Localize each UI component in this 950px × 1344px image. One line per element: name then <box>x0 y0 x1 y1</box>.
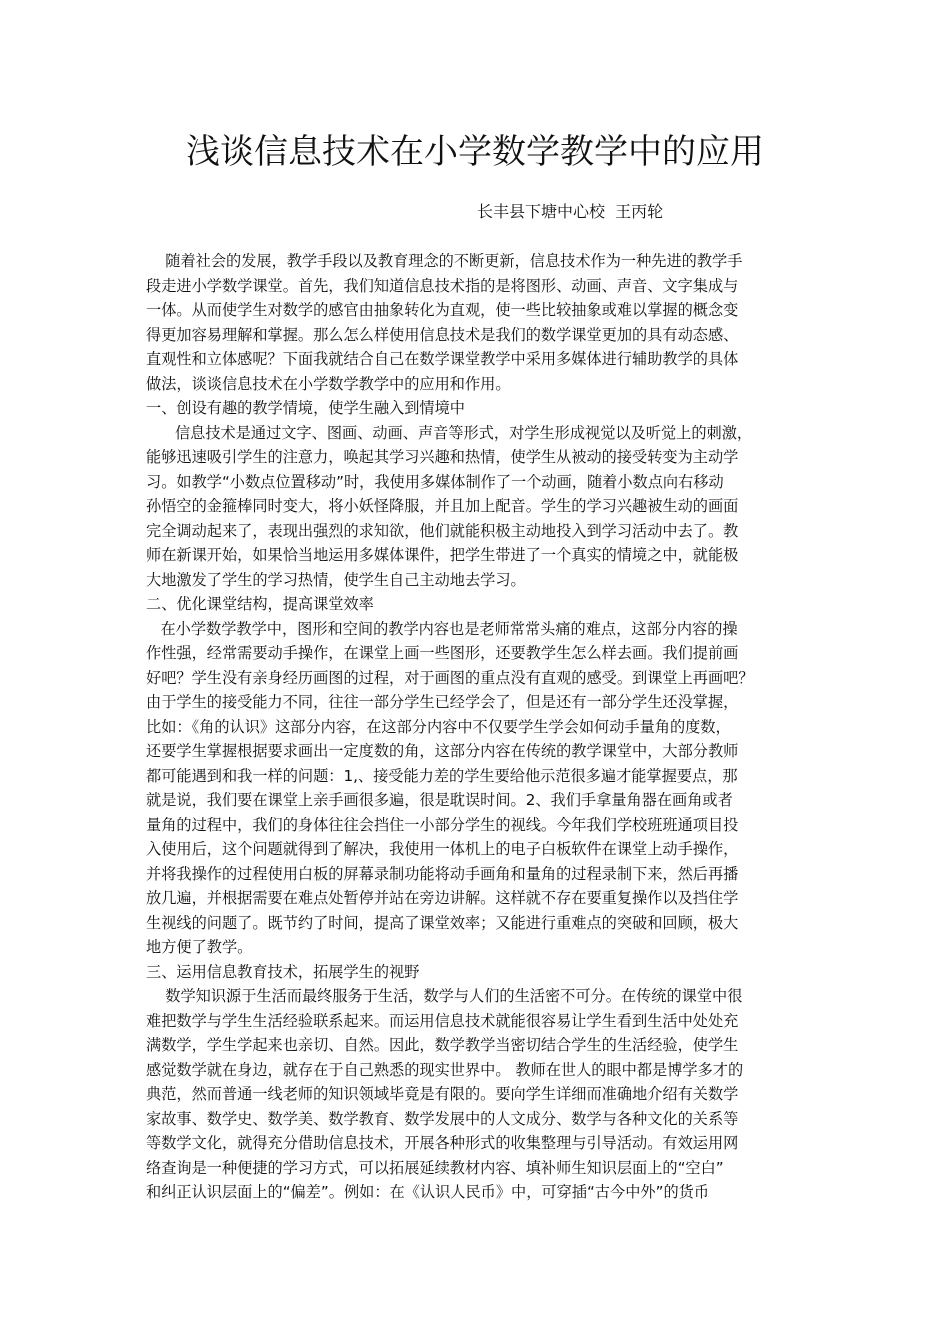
text-line: 随着社会的发展，教学手段以及教育理念的不断更新，信息技术作为一种先进的教学手 <box>146 252 743 270</box>
text-line: 在小学数学教学中，图形和空间的教学内容也是老师常常头痛的难点，这部分内容的操 <box>146 619 738 638</box>
text-line: 孙悟空的金箍棒同时变大，将小妖怪降服，并且加上配音。学生的学习兴趣被生动的画面 <box>146 497 739 515</box>
document-title: 浅谈信息技术在小学数学教学中的应用 <box>186 132 764 172</box>
section-heading: 二、优化课堂结构，提高课堂效率 <box>146 595 374 613</box>
text-line: 好吧？学生没有亲身经历画图的过程，对于画图的重点没有直观的感受。到课堂上再画吧？ <box>146 668 754 687</box>
section-heading: 一、创设有趣的教学情境，使学生融入到情境中 <box>146 399 465 417</box>
text-line: 大地激发了学生的学习热情，使学生自己主动地去学习。 <box>146 570 526 589</box>
text-line: 都可能遇到和我一样的问题：1,、接受能力差的学生要给他示范很多遍才能掌握要点，那 <box>146 766 738 785</box>
text-line: 能够迅速吸引学生的注意力，唤起其学习兴趣和热情，使学生从被动的接受转变为主动学 <box>146 448 739 466</box>
text-line: 典范，然而普通一线老师的知识领域毕竟是有限的。要向学生详细而准确地介绍有关数学 <box>146 1085 739 1103</box>
text-line: 师在新课开始，如果恰当地运用多媒体课件，把学生带进了一个真实的情境之中，就能极 <box>146 546 739 564</box>
text-line: 地方便了教学。 <box>146 938 253 956</box>
text-line: 入使用后，这个问题就得到了解决，我使用一体机上的电子白板软件在课堂上动手操作， <box>146 840 739 858</box>
text-line: 等数学文化，就得充分借助信息技术，开展各种形式的收集整理与引导活动。有效运用网 <box>146 1134 739 1152</box>
text-line: 并将我操作的过程使用白板的屏幕录制功能将动手画角和量角的过程录制下来，然后再播 <box>146 864 739 883</box>
text-line: 感觉数学就在身边，就存在于自己熟悉的现实世界中。 教师在世人的眼中都是博学多才的 <box>146 1060 744 1079</box>
document-author: 长丰县下塘中心校 王丙轮 <box>477 202 664 221</box>
text-line: 和纠正认识层面上的“偏差”。例如：在《认识人民币》中，可穿插“古今中外”的货币 <box>146 1183 710 1201</box>
text-line: 作性强，经常需要动手操作，在课堂上画一些图形，还要教学生怎么样去画。我们提前画 <box>146 644 739 662</box>
text-line: 就是说，我们要在课堂上亲手画很多遍，很是耽误时间。2、我们手拿量角器在画角或者 <box>146 791 733 809</box>
text-line: 络查询是一种便捷的学习方式，可以拓展延续教材内容、填补师生知识层面上的“空白” <box>146 1158 724 1177</box>
text-line: 还要学生掌握根据要求画出一定度数的角，这部分内容在传统的教学课堂中，大部分教师 <box>146 742 739 760</box>
text-line: 比如：《角的认识》这部分内容，在这部分内容中不仅要学生学会如何动手量角的度数， <box>146 717 731 736</box>
text-line: 完全调动起来了，表现出强烈的求知欲，他们就能积极主动地投入到学习活动中去了。教 <box>146 521 739 540</box>
text-line: 量角的过程中，我们的身体往往会挡住一小部分学生的视线。今年我们学校班班通项目投 <box>146 815 739 834</box>
text-line: 做法，谈谈信息技术在小学数学教学中的应用和作用。 <box>146 374 511 393</box>
section-heading: 三、运用信息教育技术，拓展学生的视野 <box>146 962 420 981</box>
text-line: 家故事、数学史、数学美、数学教育、数学发展中的人文成分、数学与各种文化的关系等 <box>146 1109 739 1128</box>
text-line: 生视线的问题了。既节约了时间，提高了课堂效率；又能进行重难点的突破和回顾，极大 <box>146 913 739 932</box>
text-line: 满数学，学生学起来也亲切、自然。因此，数学教学当密切结合学生的生活经验，使学生 <box>146 1036 739 1054</box>
text-line: 直观性和立体感呢？下面我就结合自己在数学课堂教学中采用多媒体进行辅助教学的具体 <box>146 350 739 368</box>
text-line: 数学知识源于生活而最终服务于生活，数学与人们的生活密不可分。在传统的课堂中很 <box>146 987 743 1005</box>
document-body <box>146 249 810 1205</box>
text-line: 习。如教学“小数点位置移动”时，我使用多媒体制作了一个动画，随着小数点向右移动 <box>146 472 724 491</box>
text-line: 难把数学与学生生活经验联系起来。而运用信息技术就能很容易让学生看到生活中处处充 <box>146 1011 739 1030</box>
text-line: 由于学生的接受能力不同，往往一部分学生已经学会了，但是还有一部分学生还没掌握， <box>146 693 739 711</box>
text-line: 段走进小学数学课堂。首先，我们知道信息技术指的是将图形、动画、声音、文字集成与 <box>146 276 739 295</box>
text-line: 得更加容易理解和掌握。那么怎么样使用信息技术是我们的数学课堂更加的具有动态感、 <box>146 325 739 344</box>
text-line: 一体。从而使学生对数学的感官由抽象转化为直观，使一些比较抽象或难以掌握的概念变 <box>146 301 739 319</box>
text-line: 信息技术是通过文字、图画、动画、声音等形式，对学生形成视觉以及听觉上的刺激， <box>146 423 753 442</box>
text-line: 放几遍，并根据需要在难点处暂停并站在旁边讲解。这样就不存在要重复操作以及挡住学 <box>146 889 739 907</box>
